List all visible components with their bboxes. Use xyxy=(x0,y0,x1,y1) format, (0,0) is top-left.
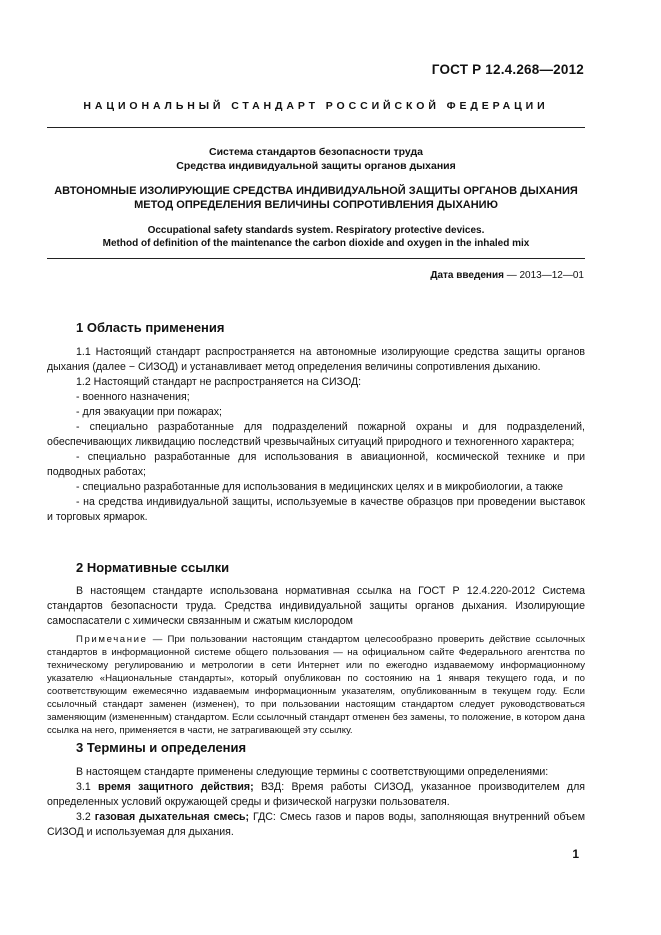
term-name: время защитного действия; xyxy=(98,781,254,793)
list-item: - военного назначения; xyxy=(76,391,190,403)
term-3-2 xyxy=(47,810,585,840)
header-divider xyxy=(47,127,585,128)
section-3-body xyxy=(47,765,585,840)
page-number: 1 xyxy=(572,847,579,861)
term-definition: ВЗД: Время работы СИЗОД, указанное производителем для определенных условий окружающей среды и физической нагрузки пользователя. xyxy=(47,781,586,808)
section-2-heading: 2 Нормативные ссылки xyxy=(76,560,230,575)
term-3-1 xyxy=(47,780,585,810)
title-divider xyxy=(47,258,585,259)
term-name: газовая дыхательная смесь; xyxy=(94,811,249,823)
paragraph-1-1: 1.1 Настоящий стандарт распространяется на автономные изолирующие средства защиты органов дыхания (далее − СИЗОД) и устанавливает метод определения величины сопротивления дыханию. xyxy=(47,346,585,373)
section-1-body xyxy=(47,345,585,525)
subsystem-title: Средства индивидуальной защиты органов дыхания xyxy=(176,160,456,172)
list-item: - для эвакуации при пожарах; xyxy=(76,406,222,418)
section-1-heading: 1 Область применения xyxy=(76,320,225,335)
paragraph-2: В настоящем стандарте использована нормативная ссылка на ГОСТ Р 12.4.220-2012 Система стандартов безопасности труда. Средства индивидуальной защиты органов дыхания. Изолирующие самоспасатели с химически связанным и сжатым кислородом xyxy=(47,585,585,627)
introduction-date-label: Дата введения xyxy=(430,270,504,281)
main-title-line-1: АВТОНОМНЫЕ ИЗОЛИРУЮЩИЕ СРЕДСТВА ИНДИВИДУАЛЬНОЙ ЗАЩИТЫ ОРГАНОВ ДЫХАНИЯ xyxy=(54,185,578,197)
paragraph-3-intro: В настоящем стандарте применены следующие термины с соответствующими определениями: xyxy=(76,766,549,778)
list-item: - специально разработанные для использования в авиационной, космической технике и при подводных работах; xyxy=(47,451,585,478)
paragraph-1-2: 1.2 Настоящий стандарт не распространяется на СИЗОД: xyxy=(76,376,362,388)
term-number: 3.2 xyxy=(76,811,95,823)
english-title-line-2: Method of definition of the maintenance the carbon dioxide and oxygen in the inhaled mix xyxy=(102,238,530,249)
list-item: - специально разработанные для подразделений пожарной охраны и для подразделений, обеспечивающих ликвидацию последствий чрезвычайных ситуаций природного и техногенного характера; xyxy=(47,421,585,448)
note-label: Примечание xyxy=(76,634,148,645)
system-title: Система стандартов безопасности труда xyxy=(208,146,424,158)
note-text: — При пользовании настоящим стандартом целесообразно проверить действие ссылочных стандартов в информационной системе общего пользования — на официальном сайте Федерального агентства по техническому регулированию и метрологии в сети Интернет или по ежегодно издаваемому информационному указателю «Национальные стандарты», который опубликован по состоянию на 1 января текущего года, и по соответствующим ежемесячно издаваемым информационным указателям, опубликованным в текущем году. Если ссылочный стандарт заменен (изменен), то при пользовании настоящим стандартом следует руководствоваться заменяющим (измененным) стандартом. Если ссылочный стандарт отменен без замены, то положение, в котором дана ссылка на него, применяется в части, не затрагивающей эту ссылку. xyxy=(47,634,585,736)
term-number: 3.1 xyxy=(76,781,99,793)
section-3-heading: 3 Термины и определения xyxy=(76,740,247,755)
list-item: - на средства индивидуальной защиты, используемые в качестве образцов при проведении выставок и торговых ярмарок. xyxy=(47,496,585,523)
note xyxy=(47,633,585,737)
national-standard-title: НАЦИОНАЛЬНЫЙ СТАНДАРТ РОССИЙСКОЙ ФЕДЕРАЦИИ xyxy=(83,100,549,112)
section-2-body xyxy=(47,584,585,629)
standard-number: ГОСТ Р 12.4.268—2012 xyxy=(431,62,584,77)
main-title-line-2: МЕТОД ОПРЕДЕЛЕНИЯ ВЕЛИЧИНЫ СОПРОТИВЛЕНИЯ ДЫХАНИЮ xyxy=(134,199,498,211)
introduction-date-value: — 2013—12—01 xyxy=(506,270,584,281)
introduction-date xyxy=(430,270,584,281)
list-item: - специально разработанные для использования в медицинских целях и в микробиологии, а также xyxy=(76,481,564,493)
english-title-line-1: Occupational safety standards system. Respiratory protective devices. xyxy=(147,225,485,236)
term-definition: ГДС: Смесь газов и паров воды, заполняющая внутренний объем СИЗОД и используемая для дыхания. xyxy=(47,811,585,838)
